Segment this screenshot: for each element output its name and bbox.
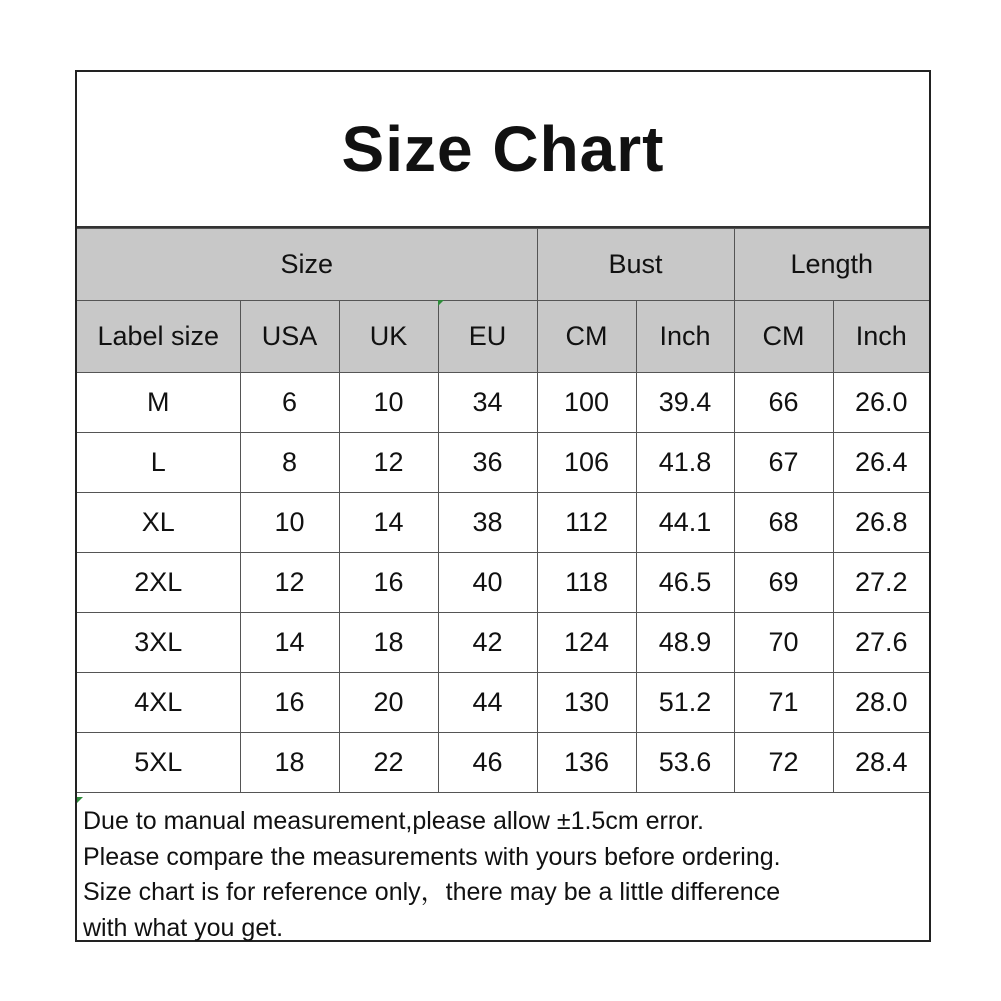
cell-usa: 6	[240, 373, 339, 433]
column-header-usa: USA	[240, 301, 339, 373]
cell-usa: 8	[240, 433, 339, 493]
cell-bust-inch: 41.8	[636, 433, 734, 493]
cell-label-size: M	[77, 373, 240, 433]
cell-usa: 10	[240, 493, 339, 553]
cell-bust-inch: 39.4	[636, 373, 734, 433]
cell-length-cm: 70	[734, 613, 833, 673]
cell-bust-inch: 53.6	[636, 733, 734, 793]
cell-label-size: 5XL	[77, 733, 240, 793]
note-line: Please compare the measurements with yours before ordering.	[83, 842, 781, 871]
cell-bust-cm: 112	[537, 493, 636, 553]
cell-length-inch: 28.4	[833, 733, 929, 793]
cell-length-cm: 68	[734, 493, 833, 553]
cell-length-cm: 69	[734, 553, 833, 613]
column-header-bust-cm: CM	[537, 301, 636, 373]
table-row	[77, 553, 929, 613]
cell-length-inch: 26.4	[833, 433, 929, 493]
cell-length-inch: 27.2	[833, 553, 929, 613]
cell-length-inch: 28.0	[833, 673, 929, 733]
cell-eu: 38	[438, 493, 537, 553]
column-header-label-size: Label size	[77, 301, 240, 373]
cell-label-size: L	[77, 433, 240, 493]
cell-eu: 40	[438, 553, 537, 613]
column-header-row	[77, 301, 929, 373]
column-header-eu: EU	[438, 301, 537, 373]
group-header-length: Length	[734, 229, 929, 301]
cell-bust-cm: 136	[537, 733, 636, 793]
cell-eu: 36	[438, 433, 537, 493]
cell-label-size: 4XL	[77, 673, 240, 733]
cell-label-size: 2XL	[77, 553, 240, 613]
cell-bust-inch: 51.2	[636, 673, 734, 733]
cell-length-cm: 72	[734, 733, 833, 793]
column-header-length-inch: Inch	[833, 301, 929, 373]
cell-bust-inch: 44.1	[636, 493, 734, 553]
measurement-notes	[77, 798, 929, 946]
cell-length-cm: 67	[734, 433, 833, 493]
cell-eu: 46	[438, 733, 537, 793]
cell-bust-cm: 130	[537, 673, 636, 733]
cell-bust-cm: 124	[537, 613, 636, 673]
size-table	[77, 228, 929, 793]
cell-uk: 18	[339, 613, 438, 673]
table-row	[77, 673, 929, 733]
cell-uk: 16	[339, 553, 438, 613]
cell-label-size: 3XL	[77, 613, 240, 673]
cell-length-cm: 66	[734, 373, 833, 433]
note-line: with what you get.	[83, 913, 284, 942]
table-row	[77, 613, 929, 673]
cell-eu: 44	[438, 673, 537, 733]
cell-bust-cm: 118	[537, 553, 636, 613]
group-header-size: Size	[77, 229, 537, 301]
cell-label-size: XL	[77, 493, 240, 553]
table-row	[77, 493, 929, 553]
cell-length-inch: 27.6	[833, 613, 929, 673]
cell-usa: 12	[240, 553, 339, 613]
cell-length-inch: 26.0	[833, 373, 929, 433]
table-row	[77, 733, 929, 793]
cell-length-cm: 71	[734, 673, 833, 733]
cell-bust-cm: 106	[537, 433, 636, 493]
size-chart	[75, 70, 931, 942]
note-line: Due to manual measurement,please allow ±1.5cm error.	[83, 807, 704, 835]
cell-usa: 14	[240, 613, 339, 673]
cell-eu: 42	[438, 613, 537, 673]
cell-uk: 12	[339, 433, 438, 493]
group-header-bust: Bust	[537, 229, 734, 301]
table-row	[77, 433, 929, 493]
cell-length-inch: 26.8	[833, 493, 929, 553]
chart-title: Size Chart	[77, 72, 929, 228]
cell-bust-inch: 48.9	[636, 613, 734, 673]
cell-uk: 22	[339, 733, 438, 793]
cell-uk: 20	[339, 673, 438, 733]
cell-eu: 34	[438, 373, 537, 433]
column-header-length-cm: CM	[734, 301, 833, 373]
cell-bust-inch: 46.5	[636, 553, 734, 613]
cell-uk: 14	[339, 493, 438, 553]
cell-bust-cm: 100	[537, 373, 636, 433]
table-row	[77, 373, 929, 433]
column-header-uk: UK	[339, 301, 438, 373]
note-line: Size chart is for reference only，there may be a little difference	[83, 878, 781, 906]
cell-uk: 10	[339, 373, 438, 433]
cell-marker-icon	[438, 300, 444, 306]
column-header-bust-inch: Inch	[636, 301, 734, 373]
cell-usa: 16	[240, 673, 339, 733]
cell-usa: 18	[240, 733, 339, 793]
group-header-row	[77, 229, 929, 301]
